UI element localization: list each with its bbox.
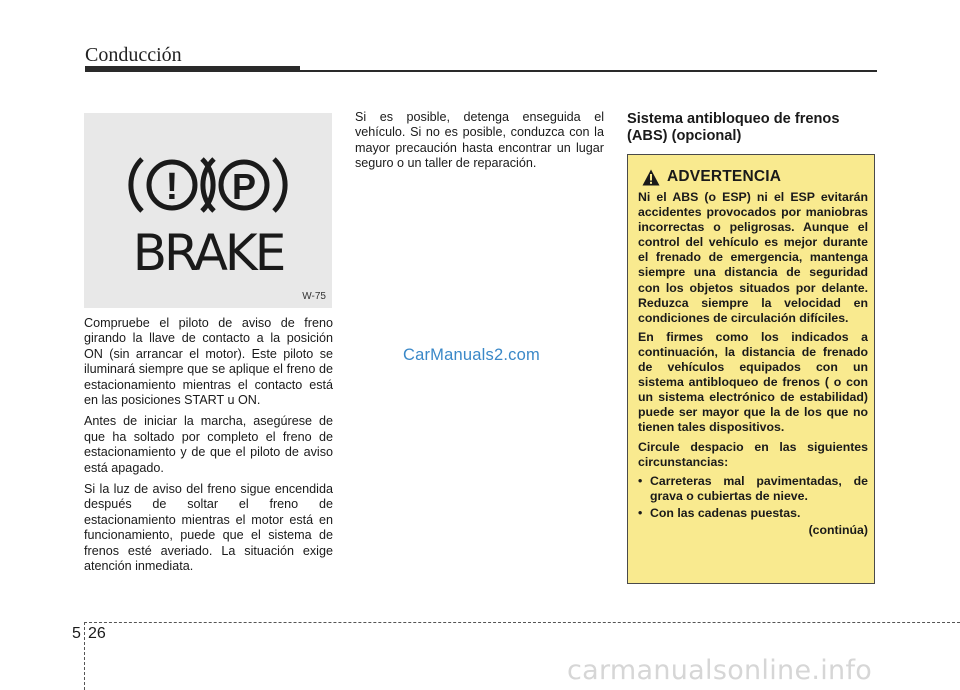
warning-bullet: • Con las cadenas puestas. — [638, 506, 868, 521]
exclamation-glyph: ! — [165, 166, 179, 208]
site-watermark: carmanualsonline.info — [567, 655, 873, 686]
paragraph: Antes de iniciar la marcha, asegúrese de que ha soltado por completo el freno de estacionamiento y de que el piloto de aviso está apagado. — [84, 414, 333, 475]
warning-header — [642, 166, 781, 188]
warning-bullet-list — [638, 474, 868, 521]
warning-box — [627, 154, 875, 584]
header-rule-thin — [300, 70, 877, 72]
carmanuals-watermark: CarManuals2.com — [403, 346, 540, 364]
paragraph: Compruebe el piloto de aviso de freno girando la llave de contacto a la posición ON (sin arrancar el motor). Este piloto se iluminará siempre que se aplique el freno de estacionamiento mientras el contacto está en las posiciones START u ON. — [84, 316, 333, 408]
warning-triangle-icon — [642, 169, 660, 186]
warning-paragraph: En firmes como los indicados a continuación, la distancia de frenado de vehículos equipados con un sistema antibloqueo de frenos ( o con un sistema electrónico de estabilidad) puede ser mayor que la de los que no tienen tales dispositivos. — [638, 329, 868, 435]
abs-section-title: Sistema antibloqueo de frenos (ABS) (opcional) — [627, 111, 840, 144]
chapter-number: 5 — [72, 625, 81, 642]
parking-letter: P — [231, 166, 257, 207]
brake-warning-figure — [84, 113, 332, 308]
paragraph: Si es posible, detenga enseguida el vehículo. Si no es posible, conduzca con la mayor precaución hasta encontrar un lugar seguro o un taller de reparación. — [355, 110, 604, 171]
figure-code: W-75 — [302, 291, 326, 302]
continued-label: (continúa) — [808, 522, 868, 537]
footer-vertical-rule — [84, 622, 85, 690]
section-title: Conducción — [85, 44, 182, 66]
text-column-2 — [355, 110, 604, 178]
page-number-value: 26 — [88, 625, 106, 642]
text-column-1 — [84, 316, 333, 581]
warning-bullet: • Carreteras mal pavimentadas, de grava o cubiertas de nieve. — [638, 474, 868, 504]
brake-light-illustration — [84, 113, 332, 308]
paragraph: Si la luz de aviso del freno sigue encendida después de soltar el freno de estacionamiento mientras el motor está en funcionamiento, puede que el sistema de frenos esté averiado. La situación exige atención inmediata. — [84, 482, 333, 574]
warning-paragraph: Circule despacio en las siguientes circunstancias: — [638, 439, 868, 469]
warning-paragraph: Ni el ABS (o ESP) ni el ESP evitarán accidentes provocados por maniobras incorrectas o peligrosas. Aunque el control del vehículo es mejor durante el frenado de emergencia, mantenga siempre una distancia de seguridad con los objetos situados por delante. Reduzca siempre la velocidad en condiciones de circulación difíciles. — [638, 190, 868, 325]
brake-label: BRAKE — [132, 224, 284, 282]
warning-body — [638, 190, 868, 538]
header-rule-thick — [85, 66, 300, 72]
warning-title: ADVERTENCIA — [667, 168, 782, 185]
footer-rule — [84, 622, 960, 623]
